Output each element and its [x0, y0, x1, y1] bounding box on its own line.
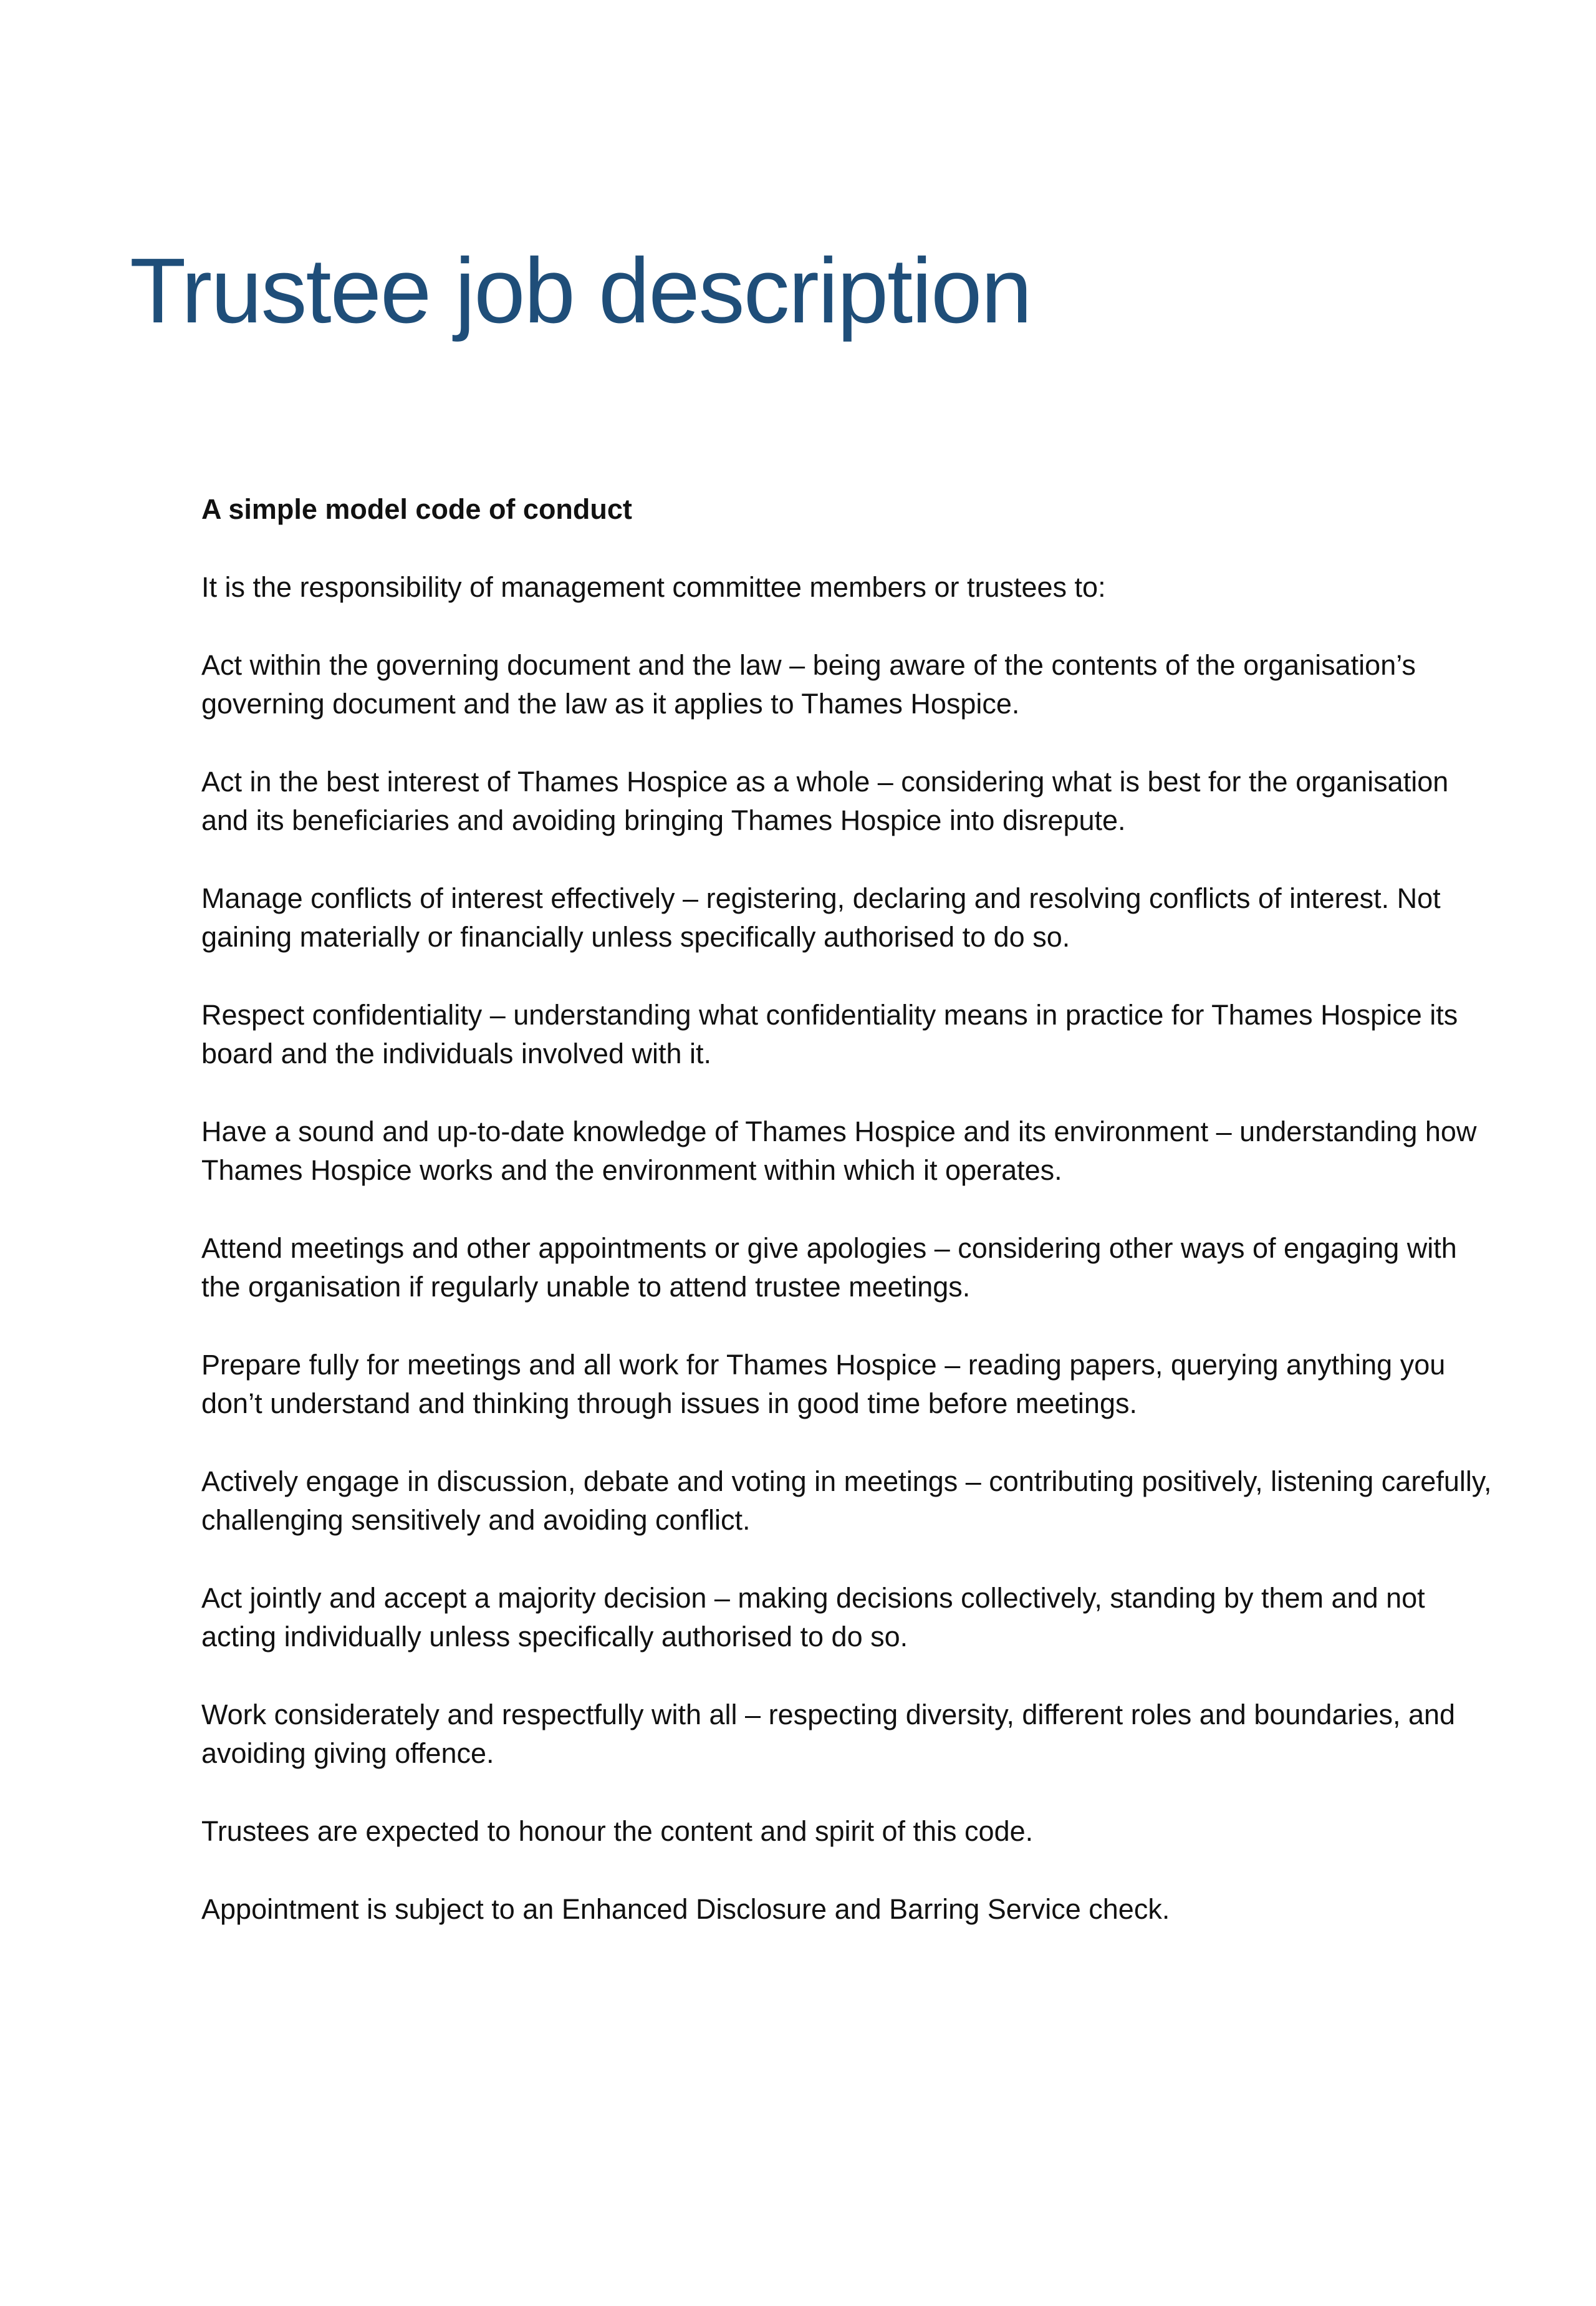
code-item-act-jointly: Act jointly and accept a majority decision – making decisions collectively, standing by them and not acting individually unless specifically authorised to do so. [201, 1582, 1425, 1652]
code-item-conflicts-of-interest: Manage conflicts of interest effectively – registering, declaring and resolving conflicts of interest. Not gaining materially or financially unless specifically authorised to do so. [201, 882, 1441, 953]
page-title: Trustee job description [130, 239, 1031, 342]
code-item-work-considerately: Work considerately and respectfully with all – respecting diversity, different roles and boundaries, and avoiding giving offence. [201, 1699, 1456, 1769]
code-item-attend-meetings: Attend meetings and other appointments or give apologies – considering other ways of engaging with the organisation if regularly unable to attend trustee meetings. [201, 1232, 1457, 1303]
intro-paragraph: It is the responsibility of management committee members or trustees to: [201, 571, 1106, 603]
section-heading: A simple model code of conduct [201, 493, 632, 525]
code-item-best-interest: Act in the best interest of Thames Hospice as a whole – considering what is best for the organisation and its beneficiaries and avoiding bringing Thames Hospice into disrepute. [201, 766, 1449, 836]
closing-statement-dbs-check: Appointment is subject to an Enhanced Disclosure and Barring Service check. [201, 1893, 1170, 1925]
code-item-prepare-fully: Prepare fully for meetings and all work for Thames Hospice – reading papers, querying anything you don’t understand and thinking through issues in good time before meetings. [201, 1349, 1446, 1419]
closing-statement-honour-code: Trustees are expected to honour the content and spirit of this code. [201, 1815, 1034, 1847]
code-item-confidentiality: Respect confidentiality – understanding what confidentiality means in practice for Thames Hospice its board and the individuals involved with it. [201, 999, 1458, 1069]
code-item-governing-document: Act within the governing document and the law – being aware of the contents of the organisation’s governing document and the law as it applies to Thames Hospice. [201, 649, 1416, 720]
document-body [201, 490, 1498, 1968]
code-item-engage-discussion: Actively engage in discussion, debate and voting in meetings – contributing positively, listening carefully, challenging sensitively and avoiding conflict. [201, 1465, 1492, 1536]
code-item-knowledge: Have a sound and up-to-date knowledge of Thames Hospice and its environment – understanding how Thames Hospice works and the environment within which it operates. [201, 1116, 1477, 1186]
